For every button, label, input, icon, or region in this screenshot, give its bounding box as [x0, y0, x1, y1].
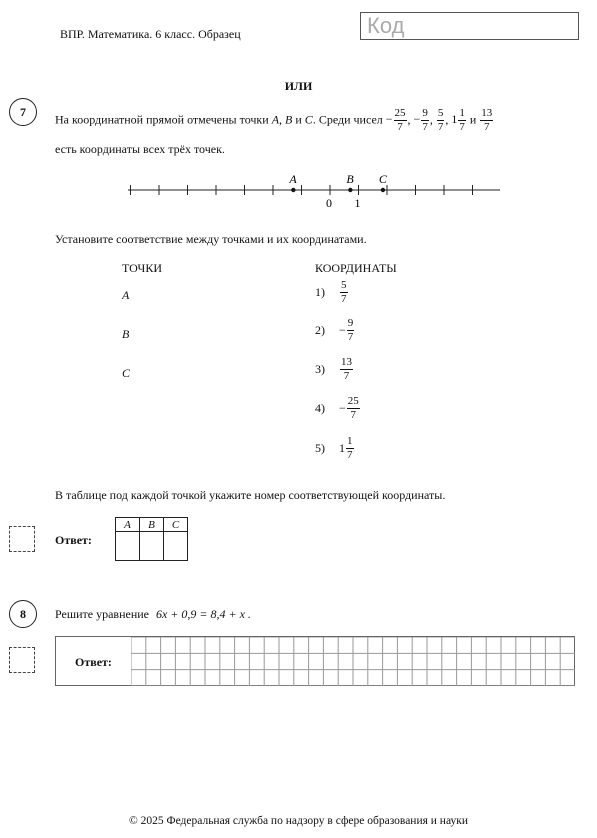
point-b-label: B: [346, 172, 354, 186]
number-item: $\frac{13}{7}$: [481, 107, 493, 133]
point-item: A: [122, 288, 130, 302]
answer-table-7: [115, 517, 188, 561]
score-box-7: [9, 526, 35, 552]
number-item: 1 $\frac{1}{7}$: [451, 107, 465, 133]
points-header: ТОЧКИ: [122, 261, 163, 275]
task-7-number: 7: [9, 98, 37, 126]
equation: 6x + 0,9 = 8,4 + x .: [155, 607, 251, 621]
number-list: − $\frac{25}{7}$ , − $\frac{9}{7}$ , $\frac{5}{7}$ , 1 $\frac{1}{7}$ и $\frac{13}{7}$: [385, 107, 493, 133]
task-8-text: [55, 607, 251, 622]
point-a-label: A: [289, 172, 297, 186]
task-8-prompt: Решите уравнение: [55, 607, 149, 621]
coord-option: 3) $\frac{13}{7}$: [315, 356, 352, 382]
tick-label-0: 0: [326, 196, 332, 210]
answer-col-c: C: [164, 518, 188, 532]
coord-option: 5) 1 $\frac{1}{7}$: [315, 435, 353, 461]
answer-grid-8[interactable]: [131, 637, 575, 686]
score-box-8: [9, 647, 35, 673]
answer-col-a: A: [116, 518, 140, 532]
footer: © 2025 Федеральная служба по надзору в сфере образования и науки: [129, 815, 468, 827]
number-line: [0, 170, 597, 220]
coord-option: 2) − $\frac{9}{7}$: [315, 317, 354, 343]
table-instruction: В таблице под каждой точкой укажите номер соответствующей координаты.: [55, 488, 446, 502]
point-b-dot: [348, 188, 352, 192]
task-7-text-start: На координатной прямой отмечены точки: [55, 112, 269, 127]
task-8-number: 8: [9, 600, 37, 628]
point-c-ref: C: [304, 112, 313, 127]
task-7-instruction: Установите соответствие между точками и их координатами.: [55, 232, 367, 246]
answer-label-7: Ответ:: [55, 533, 92, 547]
point-a-dot: [291, 188, 295, 192]
coords-header: КООРДИНАТЫ: [315, 261, 397, 275]
or-label: ИЛИ: [284, 79, 313, 93]
header-title: ВПР. Математика. 6 класс. Образец: [60, 27, 241, 41]
comma: ,: [279, 112, 283, 127]
answer-col-b: B: [140, 518, 164, 532]
tick-label-1: 1: [354, 196, 361, 210]
answer-cell-a[interactable]: [116, 532, 140, 561]
point-c-label: C: [378, 172, 387, 186]
answer-cell-c[interactable]: [164, 532, 188, 561]
code-field[interactable]: Код: [360, 12, 579, 40]
task-7-text: [55, 108, 575, 133]
number-item: − $\frac{25}{7}$: [385, 107, 406, 133]
answer-box-8: [55, 636, 575, 686]
number-item: $\frac{5}{7}$: [437, 107, 444, 133]
coord-option: 4) − $\frac{25}{7}$: [315, 395, 359, 421]
point-c-dot: [381, 188, 385, 192]
and-word: и: [295, 112, 302, 127]
point-item: C: [122, 366, 131, 380]
number-item: − $\frac{9}{7}$: [413, 107, 428, 133]
task-7-text-mid: . Среди чисел: [312, 112, 383, 127]
and-word: и: [466, 112, 480, 127]
point-a-ref: A: [271, 112, 280, 127]
point-item: B: [122, 327, 130, 341]
answer-cell-b[interactable]: [140, 532, 164, 561]
task-7-text-end: есть координаты всех трёх точек.: [55, 142, 225, 156]
point-b-ref: B: [285, 112, 293, 127]
coord-option: 1) $\frac{5}{7}$: [315, 279, 347, 305]
answer-label-8: Ответ:: [75, 655, 112, 669]
